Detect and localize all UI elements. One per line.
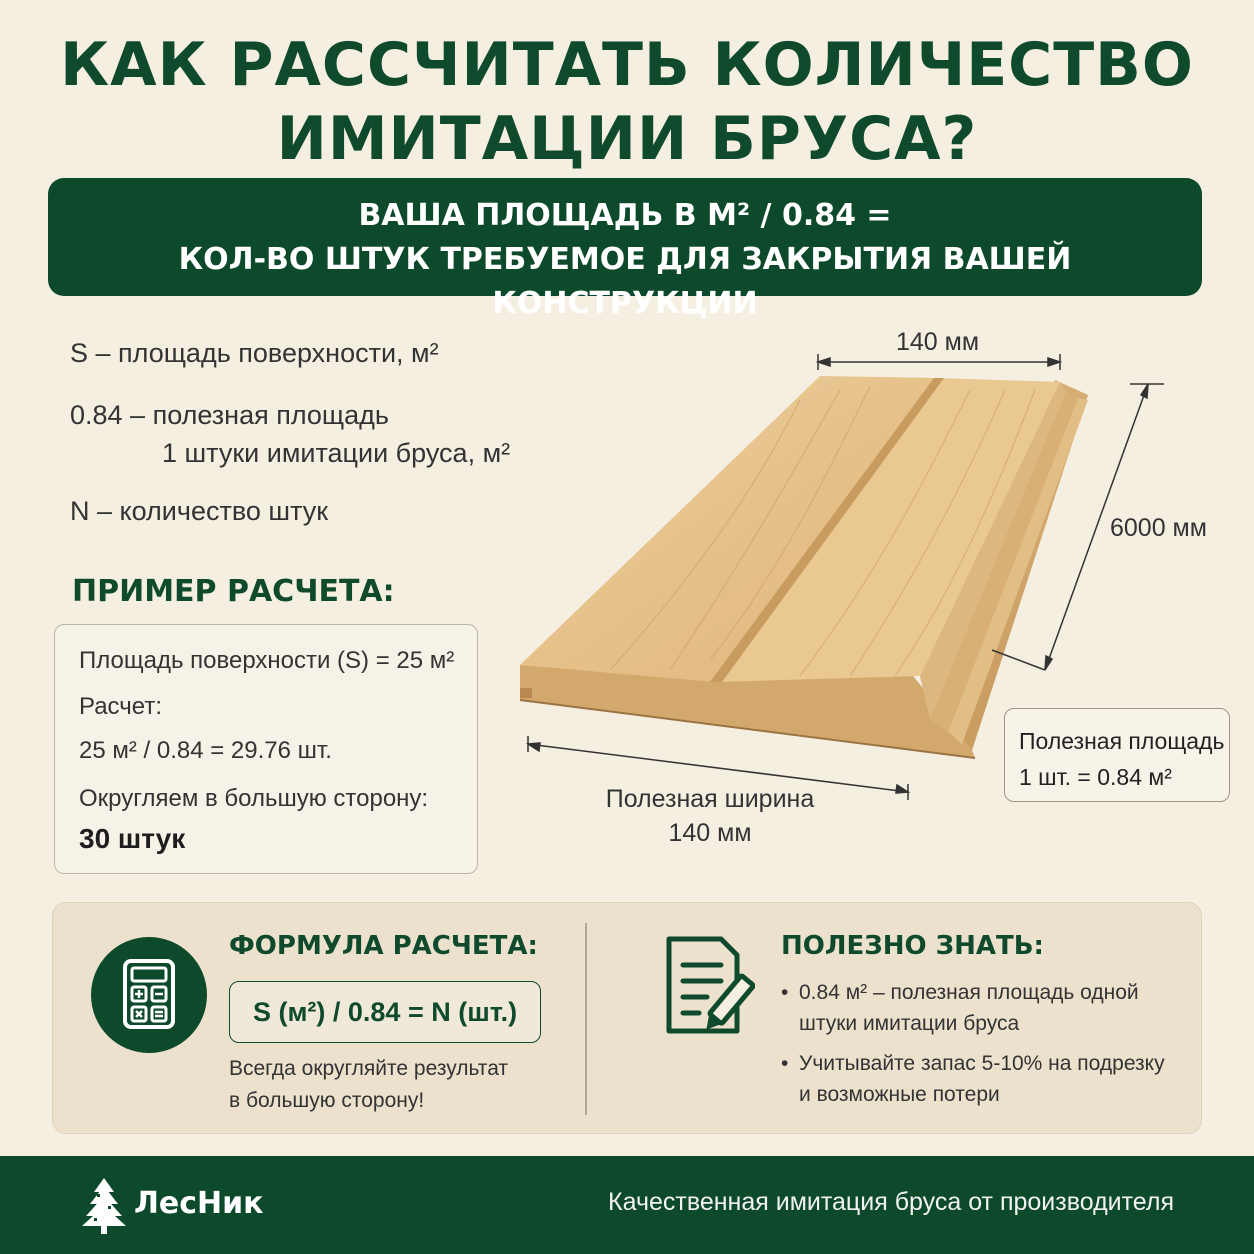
brand-name: ЛесНик — [134, 1186, 264, 1221]
useful-width-line-1: Полезная ширина — [605, 785, 815, 813]
useful-width-line-2: 140 мм — [668, 819, 752, 847]
example-area: Площадь поверхности (S) = 25 м² — [79, 647, 455, 674]
example-title: ПРИМЕР РАСЧЕТА: — [72, 574, 395, 609]
formula-note — [229, 1053, 508, 1117]
dimension-width-label: 140 мм — [896, 328, 980, 356]
definition-s: S – площадь поверхности, м² — [70, 338, 439, 368]
tip-2-line-1: • Учитывайте запас 5-10% на подрезку — [799, 1052, 1165, 1075]
panel-divider — [585, 923, 587, 1115]
example-box — [54, 624, 478, 874]
tips-title: ПОЛЕЗНО ЗНАТЬ: — [781, 931, 1044, 961]
formula-banner — [48, 178, 1202, 321]
example-calc: 25 м² / 0.84 = 29.76 шт. — [79, 737, 332, 764]
useful-width-label — [560, 782, 860, 850]
document-pencil-icon — [655, 933, 755, 1039]
banner-line-2: КОЛ-ВО ШТУК ТРЕБУЕМОЕ ДЛЯ ЗАКРЫТИЯ ВАШЕЙ КОНСТРУКЦИИ — [178, 242, 1072, 321]
tips-list — [781, 977, 1181, 1119]
tip-1-line-1: • 0.84 м² – полезная площадь одной — [799, 981, 1139, 1004]
title-line-1: КАК РАССЧИТАТЬ КОЛИЧЕСТВО — [60, 30, 1194, 100]
definition-k-line-2: 1 штуки имитации бруса, м² — [162, 438, 511, 468]
footer — [0, 1156, 1254, 1254]
tip-2-line-2: и возможные потери — [799, 1083, 1000, 1106]
calculator-icon — [91, 937, 207, 1053]
title-line-2: ИМИТАЦИИ БРУСА? — [276, 104, 978, 174]
board-tongue — [520, 688, 532, 698]
formula-expression: S (м²) / 0.84 = N (шт.) — [229, 981, 541, 1043]
formula-note-line-1: Всегда округляйте результат — [229, 1057, 509, 1080]
formula-note-line-2: в большую сторону! — [229, 1089, 425, 1112]
useful-area-line-1: Полезная площадь — [1019, 728, 1225, 754]
example-round: Округляем в большую сторону: — [79, 785, 429, 812]
page-title — [0, 28, 1254, 176]
example-calc-label: Расчет: — [79, 693, 163, 720]
info-panel — [52, 902, 1202, 1134]
formula-title: ФОРМУЛА РАСЧЕТА: — [229, 931, 538, 961]
definition-n: N – количество штук — [70, 496, 329, 526]
tip-1-line-2: штуки имитации бруса — [799, 1012, 1020, 1035]
useful-area-box — [1004, 708, 1230, 802]
definition-k-line-1: 0.84 – полезная площадь — [70, 400, 389, 430]
spruce-tree-icon — [82, 1176, 126, 1234]
dimension-length-label: 6000 мм — [1110, 514, 1207, 542]
useful-area-line-2: 1 шт. = 0.84 м² — [1019, 764, 1172, 790]
footer-tagline: Качественная имитация бруса от производителя — [608, 1188, 1174, 1216]
tip-item — [781, 1048, 1181, 1110]
tip-item — [781, 977, 1181, 1039]
example-result: 30 штук — [79, 823, 186, 854]
banner-line-1: ВАША ПЛОЩАДЬ В М² / 0.84 = — [358, 198, 892, 233]
